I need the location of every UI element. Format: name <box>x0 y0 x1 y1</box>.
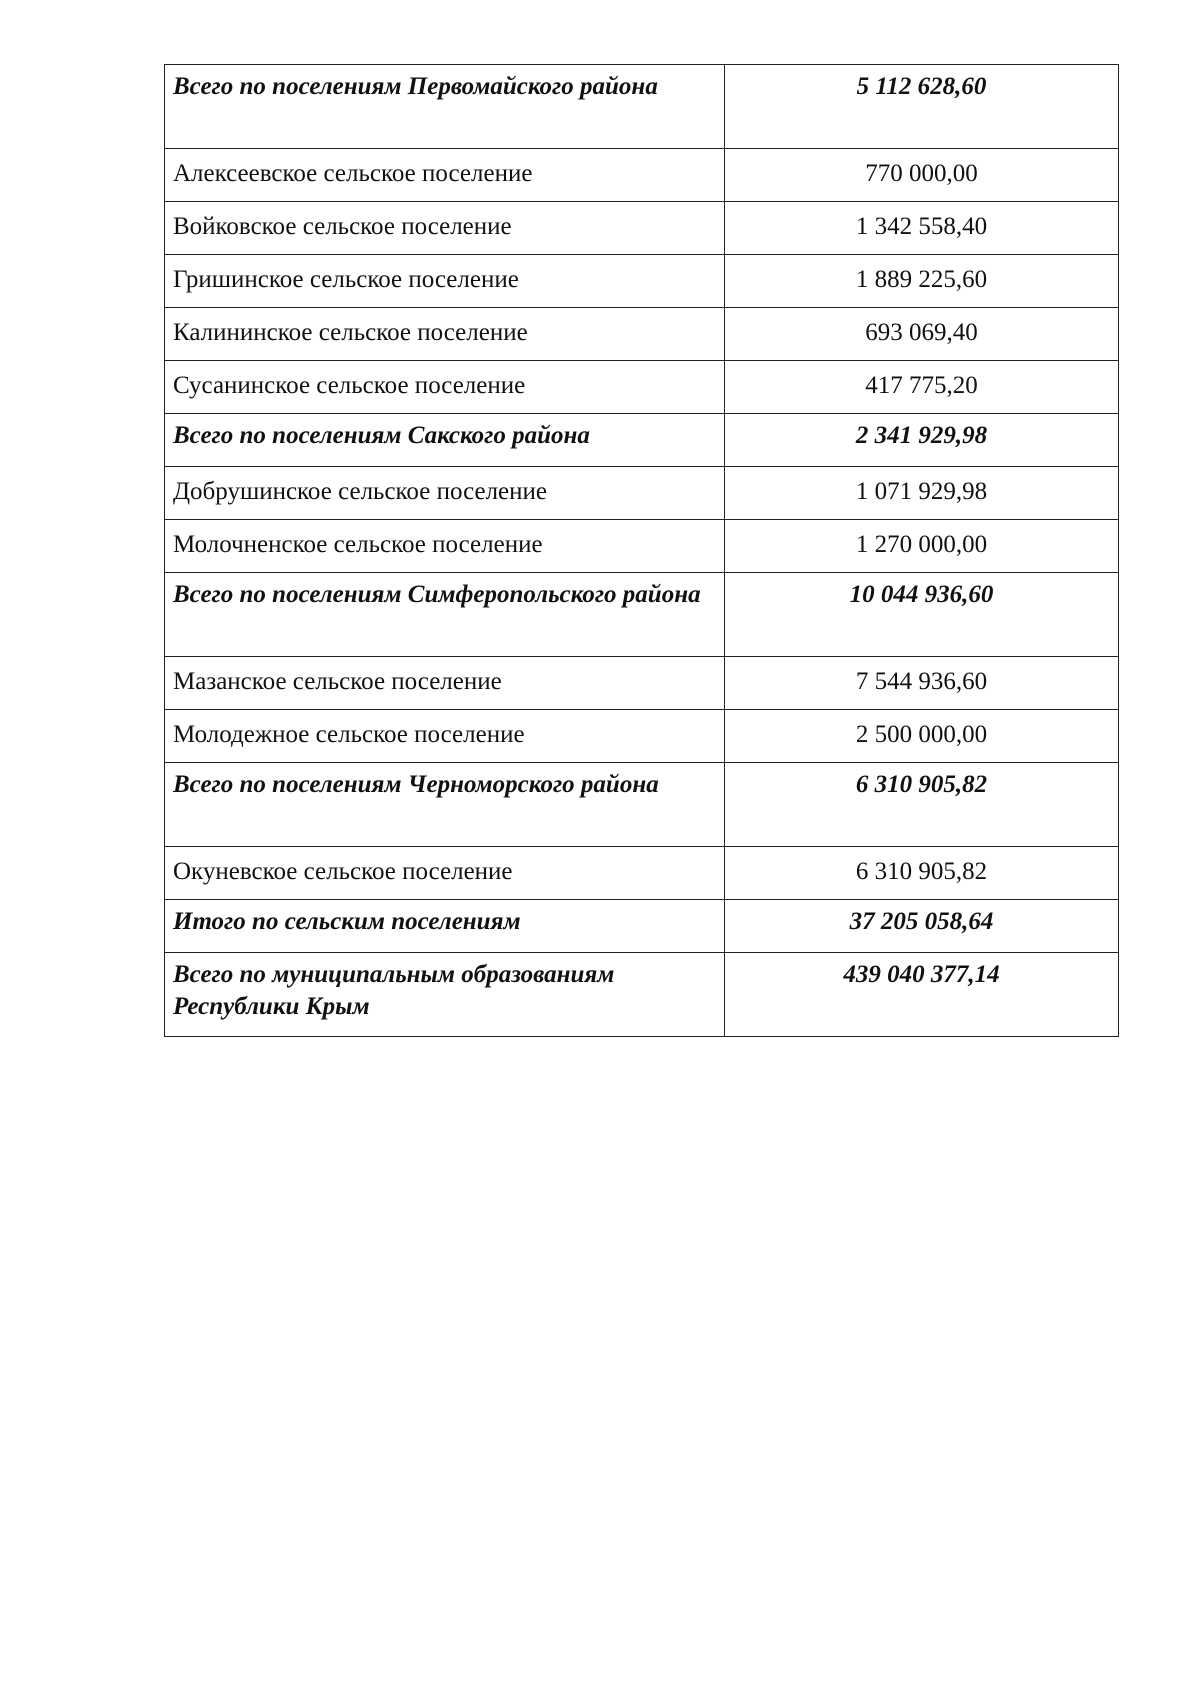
settlement-name: Молочненское сельское поселение <box>165 520 725 573</box>
settlement-amount: 37 205 058,64 <box>725 900 1119 953</box>
settlement-amount: 417 775,20 <box>725 361 1119 414</box>
budget-table <box>164 64 1119 1037</box>
settlement-amount: 770 000,00 <box>725 149 1119 202</box>
table-row <box>165 657 1119 710</box>
settlement-amount: 2 341 929,98 <box>725 414 1119 467</box>
settlement-name: Всего по поселениям Сакского района <box>165 414 725 467</box>
settlement-name: Мазанское сельское поселение <box>165 657 725 710</box>
table-row-grand-total <box>165 953 1119 1037</box>
settlement-name: Всего по поселениям Симферопольского района <box>165 573 725 657</box>
settlement-amount: 10 044 936,60 <box>725 573 1119 657</box>
table-row-total <box>165 65 1119 149</box>
settlement-amount: 7 544 936,60 <box>725 657 1119 710</box>
settlement-amount: 693 069,40 <box>725 308 1119 361</box>
settlement-amount: 2 500 000,00 <box>725 710 1119 763</box>
settlement-name: Добрушинское сельское поселение <box>165 467 725 520</box>
table-row <box>165 467 1119 520</box>
settlement-amount: 1 342 558,40 <box>725 202 1119 255</box>
settlement-name: Всего по муниципальным образованиям Республики Крым <box>165 953 725 1037</box>
table-row-total <box>165 900 1119 953</box>
table-row <box>165 308 1119 361</box>
settlement-name: Гришинское сельское поселение <box>165 255 725 308</box>
settlement-name: Войковское сельское поселение <box>165 202 725 255</box>
settlement-amount: 439 040 377,14 <box>725 953 1119 1037</box>
settlement-amount: 1 889 225,60 <box>725 255 1119 308</box>
settlement-amount: 6 310 905,82 <box>725 847 1119 900</box>
settlement-name: Алексеевское сельское поселение <box>165 149 725 202</box>
settlement-name: Всего по поселениям Черноморского района <box>165 763 725 847</box>
settlement-amount: 6 310 905,82 <box>725 763 1119 847</box>
settlement-name: Всего по поселениям Первомайского района <box>165 65 725 149</box>
settlement-amount: 1 270 000,00 <box>725 520 1119 573</box>
settlement-amount: 5 112 628,60 <box>725 65 1119 149</box>
table-row-total <box>165 573 1119 657</box>
table-row-total <box>165 414 1119 467</box>
settlement-name: Итого по сельским поселениям <box>165 900 725 953</box>
table-row-total <box>165 763 1119 847</box>
table-row <box>165 520 1119 573</box>
settlement-amount: 1 071 929,98 <box>725 467 1119 520</box>
table-row <box>165 149 1119 202</box>
table-row <box>165 361 1119 414</box>
table-row <box>165 710 1119 763</box>
table-row <box>165 847 1119 900</box>
settlement-name: Сусанинское сельское поселение <box>165 361 725 414</box>
settlement-name: Молодежное сельское поселение <box>165 710 725 763</box>
settlement-name: Калининское сельское поселение <box>165 308 725 361</box>
settlement-name: Окуневское сельское поселение <box>165 847 725 900</box>
table-row <box>165 202 1119 255</box>
table-row <box>165 255 1119 308</box>
